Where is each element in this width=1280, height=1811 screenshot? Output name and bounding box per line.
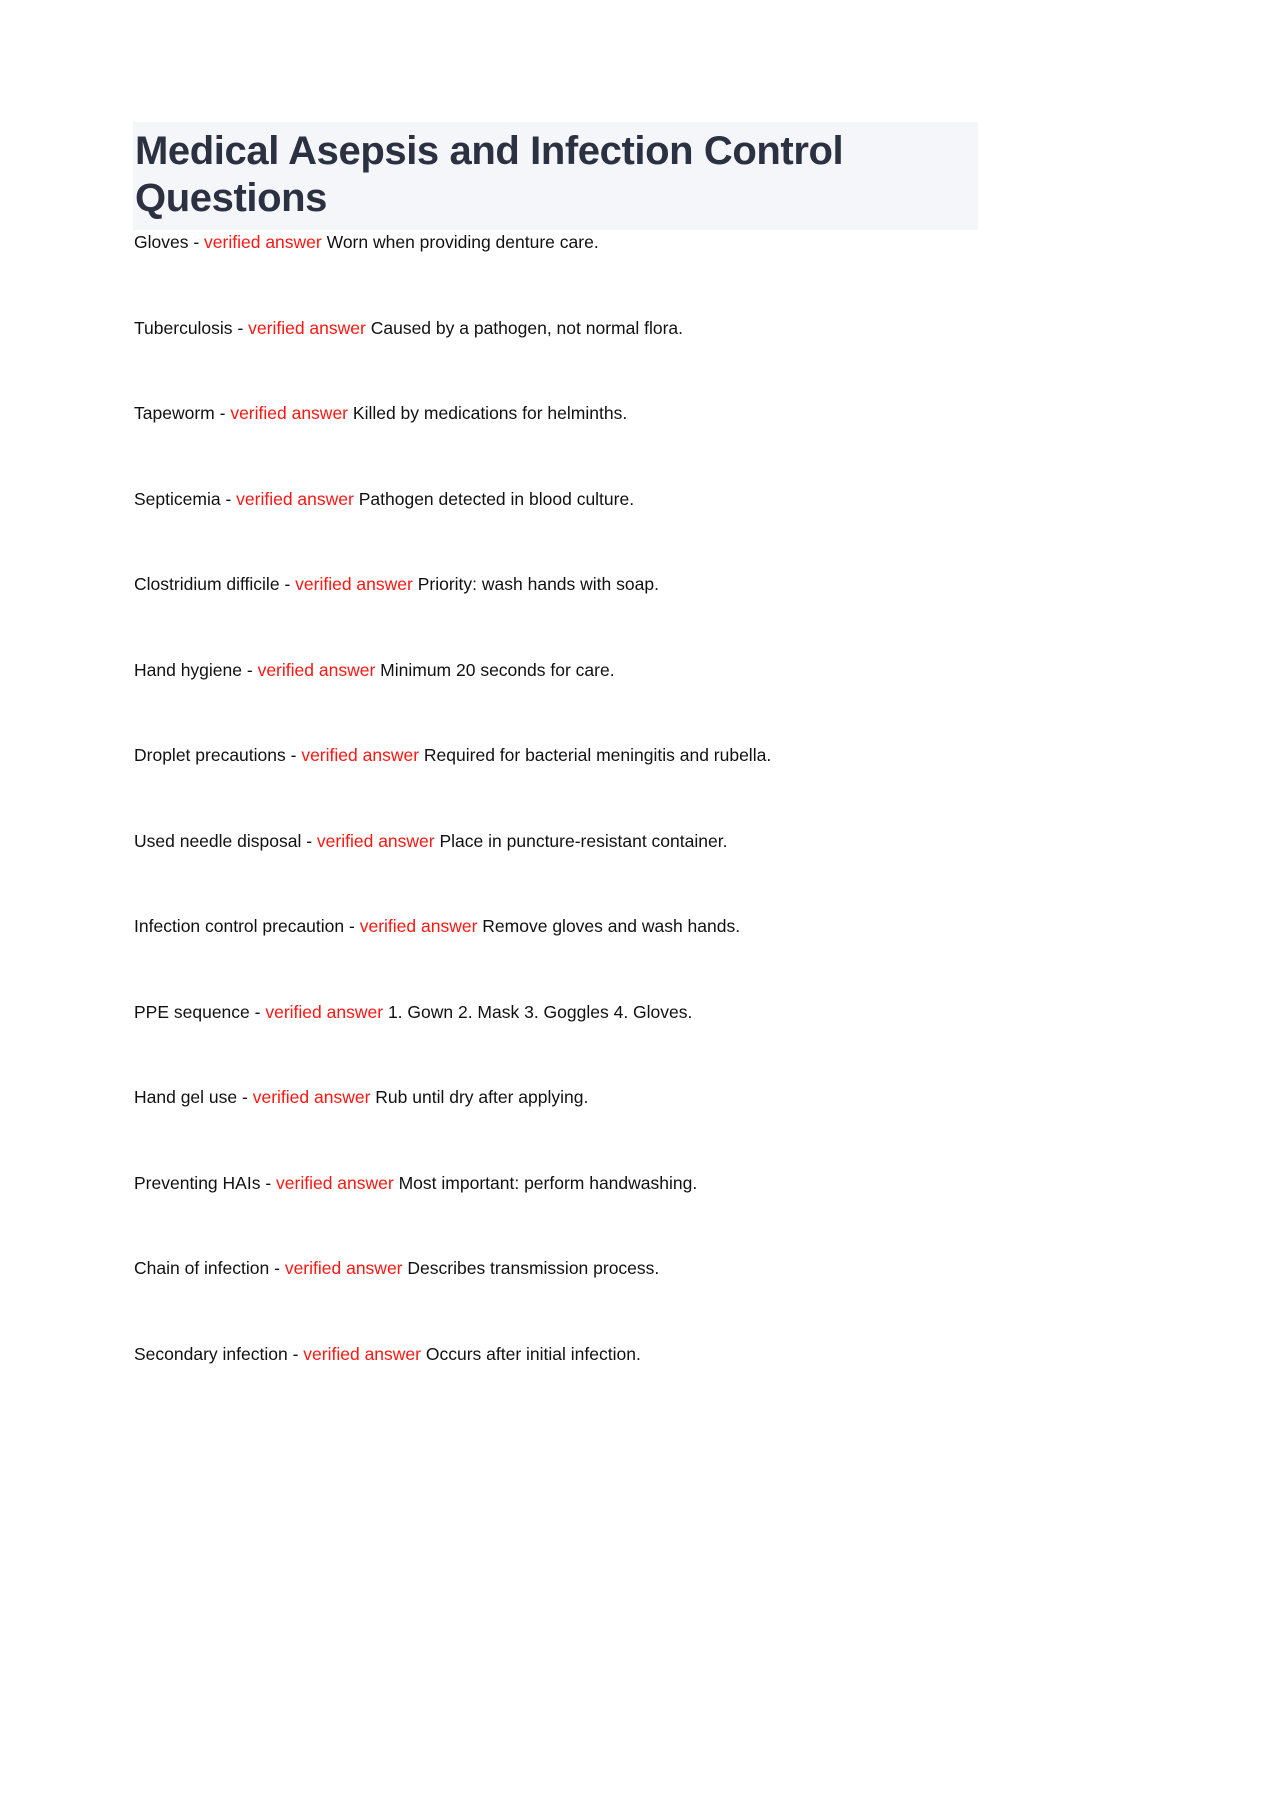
qa-separator: - bbox=[265, 1172, 272, 1193]
qa-item bbox=[134, 230, 979, 316]
qa-verified-answer-label: verified answer bbox=[301, 745, 420, 766]
qa-answer: Pathogen detected in blood culture. bbox=[358, 488, 635, 509]
qa-item bbox=[134, 1342, 979, 1428]
qa-verified-answer-label: verified answer bbox=[230, 403, 349, 424]
qa-term: Hand gel use bbox=[134, 1087, 238, 1108]
qa-verified-answer-label: verified answer bbox=[252, 1087, 371, 1108]
qa-item bbox=[134, 914, 979, 1000]
qa-verified-answer-label: verified answer bbox=[295, 574, 413, 595]
qa-term: Clostridium difficile bbox=[134, 574, 280, 595]
qa-term: Tapeworm bbox=[134, 403, 215, 424]
qa-separator: - bbox=[246, 659, 253, 680]
qa-verified-answer-label: verified answer bbox=[204, 231, 322, 252]
qa-term: Tuberculosis bbox=[134, 317, 233, 338]
qa-verified-answer-label: verified answer bbox=[284, 1258, 403, 1279]
qa-answer: Place in puncture-resistant container. bbox=[439, 830, 728, 851]
qa-answer: Worn when providing denture care. bbox=[326, 231, 599, 252]
qa-separator: - bbox=[254, 1001, 261, 1022]
qa-separator: - bbox=[306, 830, 313, 851]
qa-verified-answer-label: verified answer bbox=[316, 830, 435, 851]
qa-item bbox=[134, 572, 979, 658]
qa-verified-answer-label: verified answer bbox=[265, 1001, 384, 1022]
qa-verified-answer-label: verified answer bbox=[276, 1172, 394, 1193]
page-title: Medical Asepsis and Infection Control Questions bbox=[135, 129, 844, 220]
qa-item bbox=[134, 401, 979, 487]
qa-separator: - bbox=[274, 1258, 280, 1279]
qa-answer: Describes transmission process. bbox=[407, 1258, 660, 1279]
qa-item bbox=[134, 1085, 979, 1171]
qa-term: Secondary infection bbox=[134, 1343, 288, 1364]
qa-term: Hand hygiene bbox=[134, 659, 242, 680]
qa-separator: - bbox=[284, 574, 291, 595]
qa-term: Used needle disposal bbox=[134, 830, 302, 851]
qa-verified-answer-label: verified answer bbox=[303, 1343, 421, 1364]
qa-separator: - bbox=[237, 317, 244, 338]
qa-answer: Caused by a pathogen, not normal flora. bbox=[370, 317, 684, 338]
qa-term: Septicemia bbox=[134, 488, 221, 509]
qa-term: PPE sequence bbox=[134, 1001, 250, 1022]
qa-separator: - bbox=[225, 488, 232, 509]
qa-term: Chain of infection bbox=[134, 1258, 270, 1279]
qa-answer: Priority: wash hands with soap. bbox=[417, 574, 659, 595]
qa-separator: - bbox=[349, 916, 355, 937]
qa-item bbox=[134, 487, 979, 573]
qa-item bbox=[134, 743, 979, 829]
qa-answer: 1. Gown 2. Mask 3. Goggles 4. Gloves. bbox=[387, 1001, 693, 1022]
qa-term: Infection control precaution bbox=[134, 916, 345, 937]
qa-answer: Remove gloves and wash hands. bbox=[482, 916, 741, 937]
qa-answer: Rub until dry after applying. bbox=[375, 1087, 589, 1108]
qa-term: Preventing HAIs bbox=[134, 1172, 261, 1193]
qa-item bbox=[134, 829, 979, 915]
qa-separator: - bbox=[193, 231, 200, 252]
qa-item bbox=[134, 1000, 979, 1086]
qa-answer: Occurs after initial infection. bbox=[425, 1343, 641, 1364]
document-content bbox=[134, 122, 979, 1427]
qa-term: Droplet precautions bbox=[134, 745, 286, 766]
qa-item bbox=[134, 316, 979, 402]
qa-answer: Most important: perform handwashing. bbox=[398, 1172, 698, 1193]
qa-answer: Required for bacterial meningitis and rubella. bbox=[423, 745, 772, 766]
qa-verified-answer-label: verified answer bbox=[257, 659, 376, 680]
title-band bbox=[133, 122, 978, 230]
qa-verified-answer-label: verified answer bbox=[236, 488, 354, 509]
qa-term: Gloves bbox=[134, 231, 189, 252]
qa-item bbox=[134, 1171, 979, 1257]
qa-item bbox=[134, 1256, 979, 1342]
qa-item bbox=[134, 658, 979, 744]
qa-answer: Minimum 20 seconds for care. bbox=[380, 659, 615, 680]
qa-answer: Killed by medications for helminths. bbox=[352, 403, 628, 424]
qa-list bbox=[134, 230, 979, 1428]
qa-verified-answer-label: verified answer bbox=[248, 317, 366, 338]
qa-separator: - bbox=[219, 403, 226, 424]
qa-separator: - bbox=[242, 1087, 248, 1108]
qa-separator: - bbox=[292, 1343, 299, 1364]
qa-separator: - bbox=[290, 745, 297, 766]
qa-verified-answer-label: verified answer bbox=[359, 916, 478, 937]
